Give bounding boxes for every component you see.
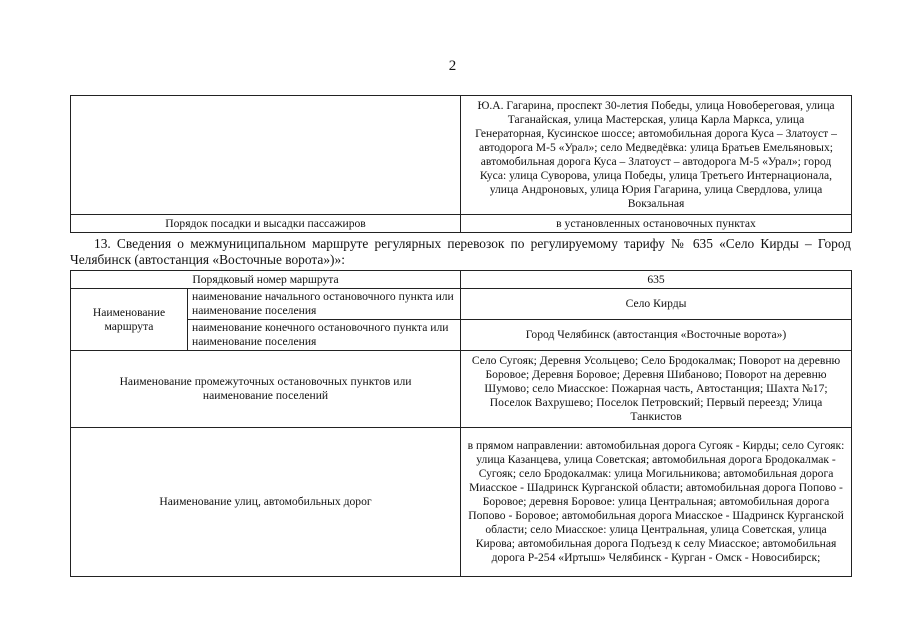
table-row [71,215,852,233]
table-row [71,271,852,289]
boarding-value: в установленных остановочных пунктах [461,215,852,233]
page-number: 2 [448,58,457,74]
route-number-value: 635 [461,271,852,289]
table-row [71,428,852,577]
end-stop-label: наименование конечного остановочного пункта или наименование поселения [188,320,461,351]
route-continuation-table [70,95,852,233]
route-info-table [70,270,852,577]
streets-label: Наименование улиц, автомобильных дорог [71,428,461,577]
table-row [71,289,852,320]
intermediate-stops-label: Наименование промежуточных остановочных пунктов или наименование поселений [71,351,461,428]
table-row [71,320,852,351]
end-stop-value: Город Челябинск (автостанция «Восточные ворота») [461,320,852,351]
route-name-label: Наименование маршрута [71,289,188,351]
empty-cell [71,96,461,215]
route-number-label: Порядковый номер маршрута [71,271,461,289]
start-stop-label: наименование начального остановочного пункта или наименование поселения [188,289,461,320]
start-stop-value: Село Кирды [461,289,852,320]
table-row [71,351,852,428]
boarding-label: Порядок посадки и высадки пассажиров [71,215,461,233]
intermediate-stops-value: Село Сугояк; Деревня Усольцево; Село Бродокалмак; Поворот на деревню Боровое; Деревня Боровое; Деревня Шибаново; Поворот на деревню Шумово; село Миасское: Пожарная часть, Автостанция; Шахта №17; Поселок Вахрушево; Поселок Петровский; Первый переезд; Улица Танкистов [461,351,852,428]
streets-continuation-value: Ю.А. Гагарина, проспект 30-летия Победы, улица Новобереговая, улица Таганайская, улица Мастерская, улица Карла Маркса, улица Генераторная, Кусинское шоссе; автомобильная дорога Куса – Златоуст – автодорога М-5 «Урал»; село Медведёвка: улица Братьев Емельяновых; автомобильная дорога Куса – Златоуст – автодорога М-5 «Урал»; город Куса: улица Суворова, улица Победы, улица Третьего Интернационала, улица Андроновых, улица Юрия Гагарина, улица Свердлова, улица Вокзальная [461,96,852,215]
streets-value: в прямом направлении: автомобильная дорога Сугояк - Кирды; село Сугояк: улица Казанцева, улица Советская; автомобильная дорога Бродокалмак - Сугояк; село Бродокалмак: улица Могильникова; автомобильная дорога Миасское - Шадринск Курганской области; автомобильная дорога Попово - Боровое; деревня Боровое: улица Центральная; автомобильная дорога Попово - Боровое; автомобильная дорога Миасское - Шадринск Курганской области; село Миасское: улица Центральная, улица Советская, улица Кирова; автомобильная дорога Подъезд к селу Миасское; автомобильная дорога Р-254 «Иртыш» Челябинск - Курган - Омск - Новосибирск; [461,428,852,577]
section-heading: 13. Сведения о межмуниципальном маршруте регулярных перевозок по регулируемому тарифу № 635 «Село Кирды – Город Челябинск (автостанция «Восточные ворота»)»: [70,236,851,267]
table-row [71,96,852,215]
